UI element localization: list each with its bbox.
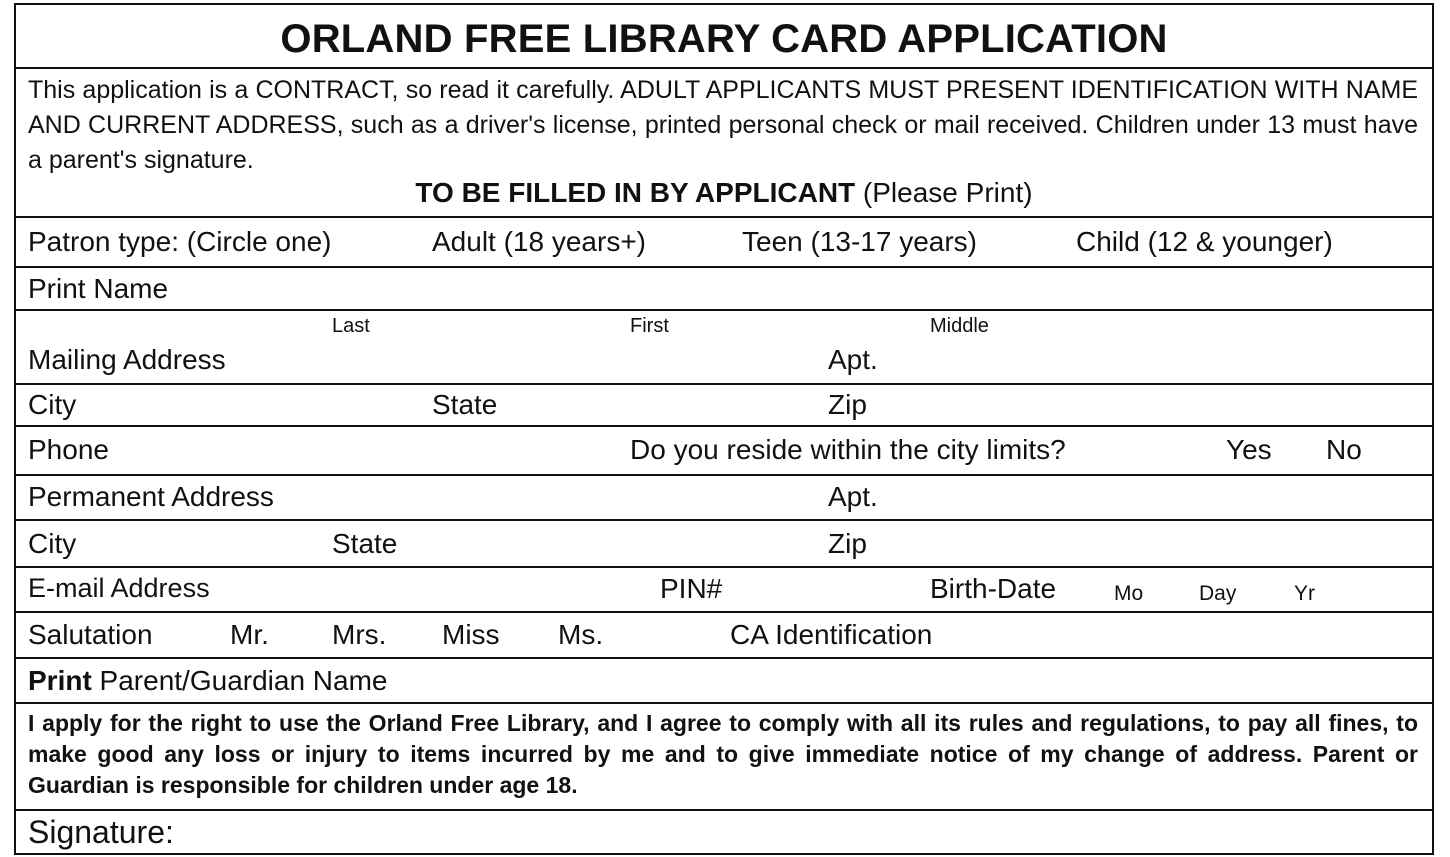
salutation-miss[interactable]: Miss (442, 619, 500, 650)
mailing-apt-label: Apt. (828, 344, 878, 375)
birth-year-label: Yr (1294, 582, 1315, 605)
permanent-address-label: Permanent Address (28, 481, 274, 512)
permanent-apt-label: Apt. (828, 481, 878, 512)
email-label: E-mail Address (28, 573, 210, 603)
mailing-zip-label: Zip (828, 389, 867, 420)
divider (16, 566, 1432, 568)
patron-option-child[interactable]: Child (12 & younger) (1076, 226, 1333, 257)
form-title: ORLAND FREE LIBRARY CARD APPLICATION (280, 17, 1168, 61)
library-card-application-form (14, 3, 1434, 855)
birth-month-label: Mo (1114, 582, 1144, 605)
divider (16, 657, 1432, 659)
mailing-state-label: State (432, 389, 498, 420)
birth-date-label: Birth-Date (930, 573, 1057, 604)
divider (16, 67, 1432, 69)
salutation-label: Salutation (28, 619, 153, 650)
agreement-paragraph: I apply for the right to use the Orland Free Library, and I agree to comply with all its rules and regulations, to pay all fines, to make good any loss or injury to items incurred by me and to give immediate notice of my change of address. Parent or Guardian is responsible for children under age 18. (28, 710, 1418, 798)
divider (16, 309, 1432, 311)
phone-label: Phone (28, 434, 109, 465)
patron-option-adult[interactable]: Adult (18 years+) (432, 226, 646, 257)
divider (16, 809, 1432, 811)
permanent-state-label: State (332, 528, 398, 559)
divider (16, 425, 1432, 427)
name-middle-caption: Middle (930, 315, 989, 337)
signature-label: Signature: (28, 814, 174, 850)
salutation-mrs[interactable]: Mrs. (332, 619, 387, 650)
city-limits-question: Do you reside within the city limits? (630, 434, 1066, 465)
salutation-mr[interactable]: Mr. (230, 619, 269, 650)
divider (16, 519, 1432, 521)
divider (16, 702, 1432, 704)
patron-type-label: Patron type: (Circle one) (28, 226, 332, 257)
divider (16, 266, 1432, 268)
pin-label: PIN# (660, 573, 723, 604)
permanent-zip-label: Zip (828, 528, 867, 559)
intro-paragraph: This application is a CONTRACT, so read it carefully. ADULT APPLICANTS MUST PRESENT IDENTIFICATION WITH NAME AND CURRENT ADDRESS, such as a driver's license, printed personal check or mail received. Children under 13 must have a parent's signature. (28, 76, 1418, 174)
mailing-city-label: City (28, 389, 77, 420)
guardian-print-bold: Print (28, 665, 92, 696)
guardian-name-label (28, 667, 388, 695)
ca-identification-label: CA Identification (730, 619, 933, 650)
guardian-name-text: Parent/Guardian Name (91, 665, 388, 696)
divider (16, 383, 1432, 385)
fill-instruction-normal: (Please Print) (855, 177, 1033, 208)
mailing-address-label: Mailing Address (28, 344, 226, 375)
print-name-label: Print Name (28, 273, 169, 304)
city-limits-yes[interactable]: Yes (1226, 434, 1272, 465)
divider (16, 216, 1432, 218)
permanent-city-label: City (28, 528, 77, 559)
salutation-ms[interactable]: Ms. (558, 619, 604, 650)
divider (16, 474, 1432, 476)
divider (16, 611, 1432, 613)
name-first-caption: First (630, 315, 669, 337)
name-last-caption: Last (332, 315, 370, 337)
birth-day-label: Day (1199, 582, 1237, 605)
city-limits-no[interactable]: No (1326, 434, 1362, 465)
fill-instruction-bold: TO BE FILLED IN BY APPLICANT (415, 177, 856, 208)
patron-option-teen[interactable]: Teen (13-17 years) (742, 226, 978, 257)
fill-instruction (16, 179, 1432, 207)
